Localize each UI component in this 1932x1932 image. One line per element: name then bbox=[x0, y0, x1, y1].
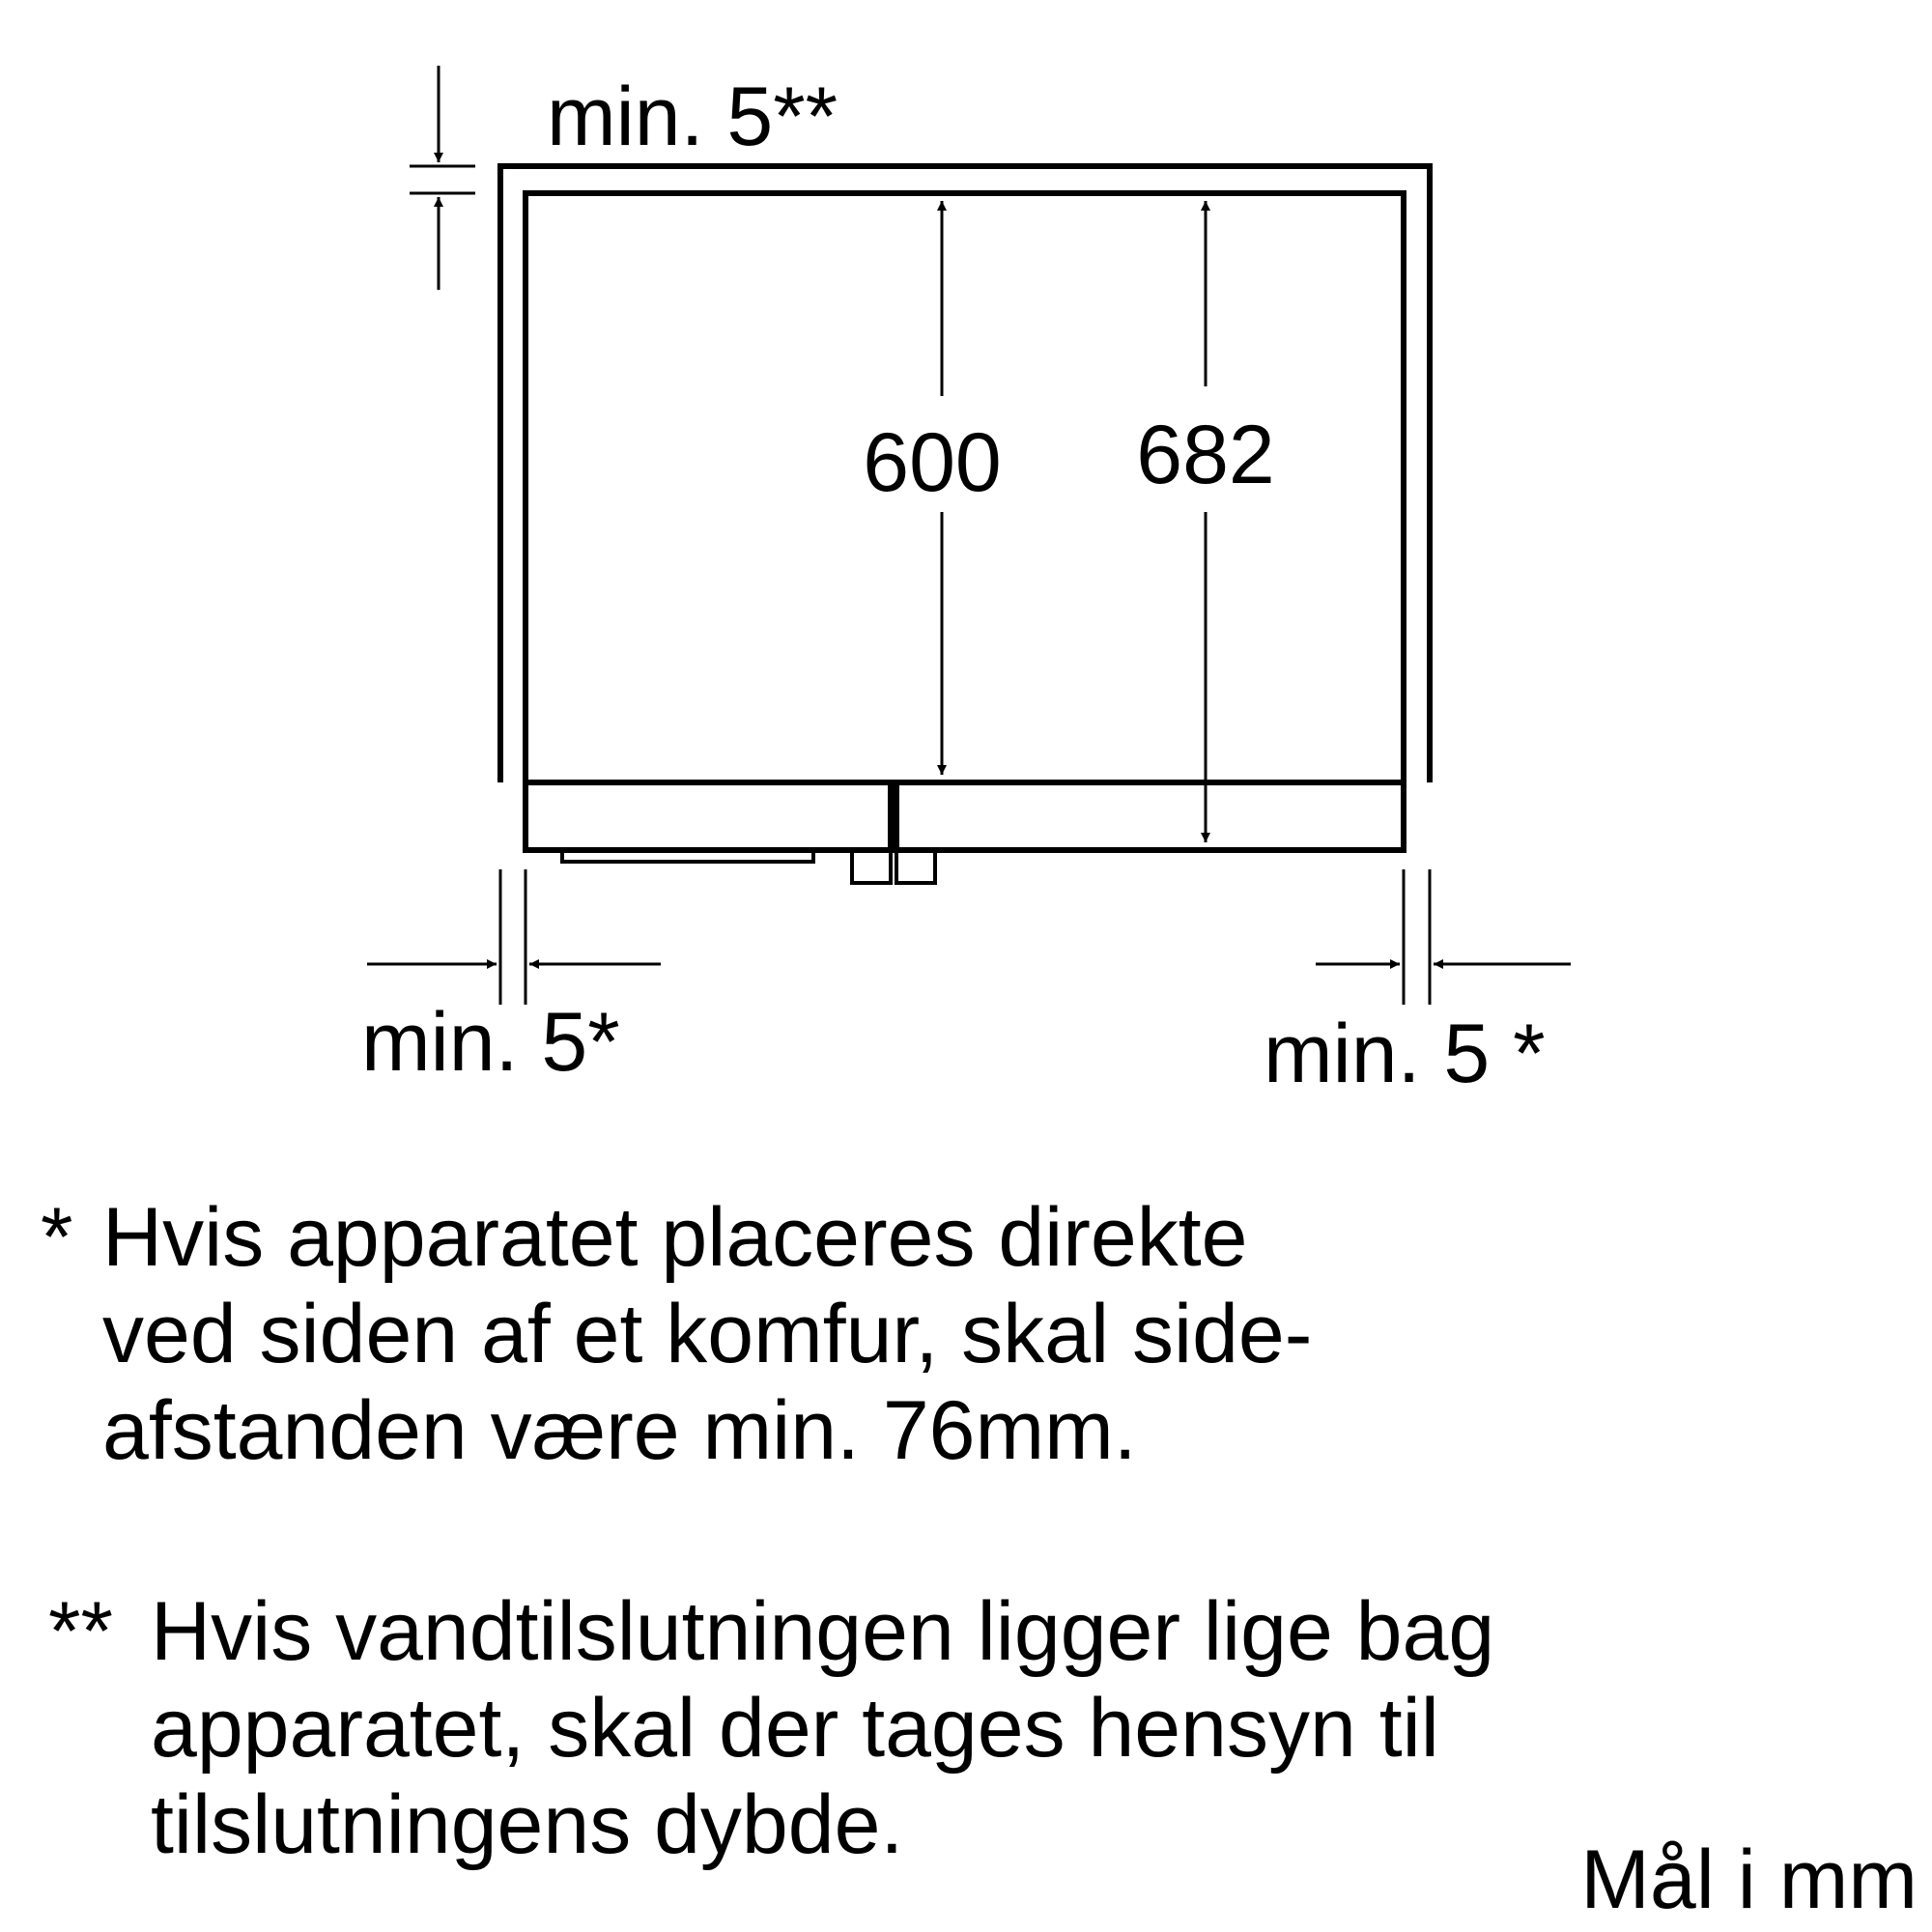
footnote-double-line-2: apparatet, skal der tages hensyn til bbox=[151, 1682, 1439, 1775]
footnote-single-line-3: afstanden være min. 76mm. bbox=[102, 1384, 1137, 1477]
bottom-strip bbox=[562, 850, 813, 862]
right-gap-label: min. 5 * bbox=[1264, 1008, 1546, 1100]
foot-left bbox=[852, 850, 891, 883]
left-gap-label: min. 5* bbox=[361, 996, 620, 1089]
footnote-double-marker: ** bbox=[48, 1585, 113, 1678]
foot-right bbox=[896, 850, 935, 883]
footnote-single bbox=[41, 1191, 1312, 1477]
footnote-double bbox=[48, 1585, 1494, 1871]
height-682-label: 682 bbox=[1136, 409, 1275, 501]
appliance-body bbox=[526, 193, 1404, 850]
footnote-single-line-1: Hvis apparatet placeres direkte bbox=[102, 1191, 1248, 1284]
height-600-label: 600 bbox=[863, 416, 1002, 509]
top-gap-label: min. 5** bbox=[547, 71, 838, 163]
footnote-double-line-1: Hvis vandtilslutningen ligger lige bag bbox=[151, 1585, 1495, 1678]
footnote-double-line-3: tilslutningens dybde. bbox=[151, 1778, 904, 1871]
footnote-single-marker: * bbox=[41, 1191, 73, 1284]
footnote-single-line-2: ved siden af et komfur, skal side- bbox=[102, 1288, 1313, 1380]
units-label: Mål i mm bbox=[1580, 1833, 1918, 1926]
